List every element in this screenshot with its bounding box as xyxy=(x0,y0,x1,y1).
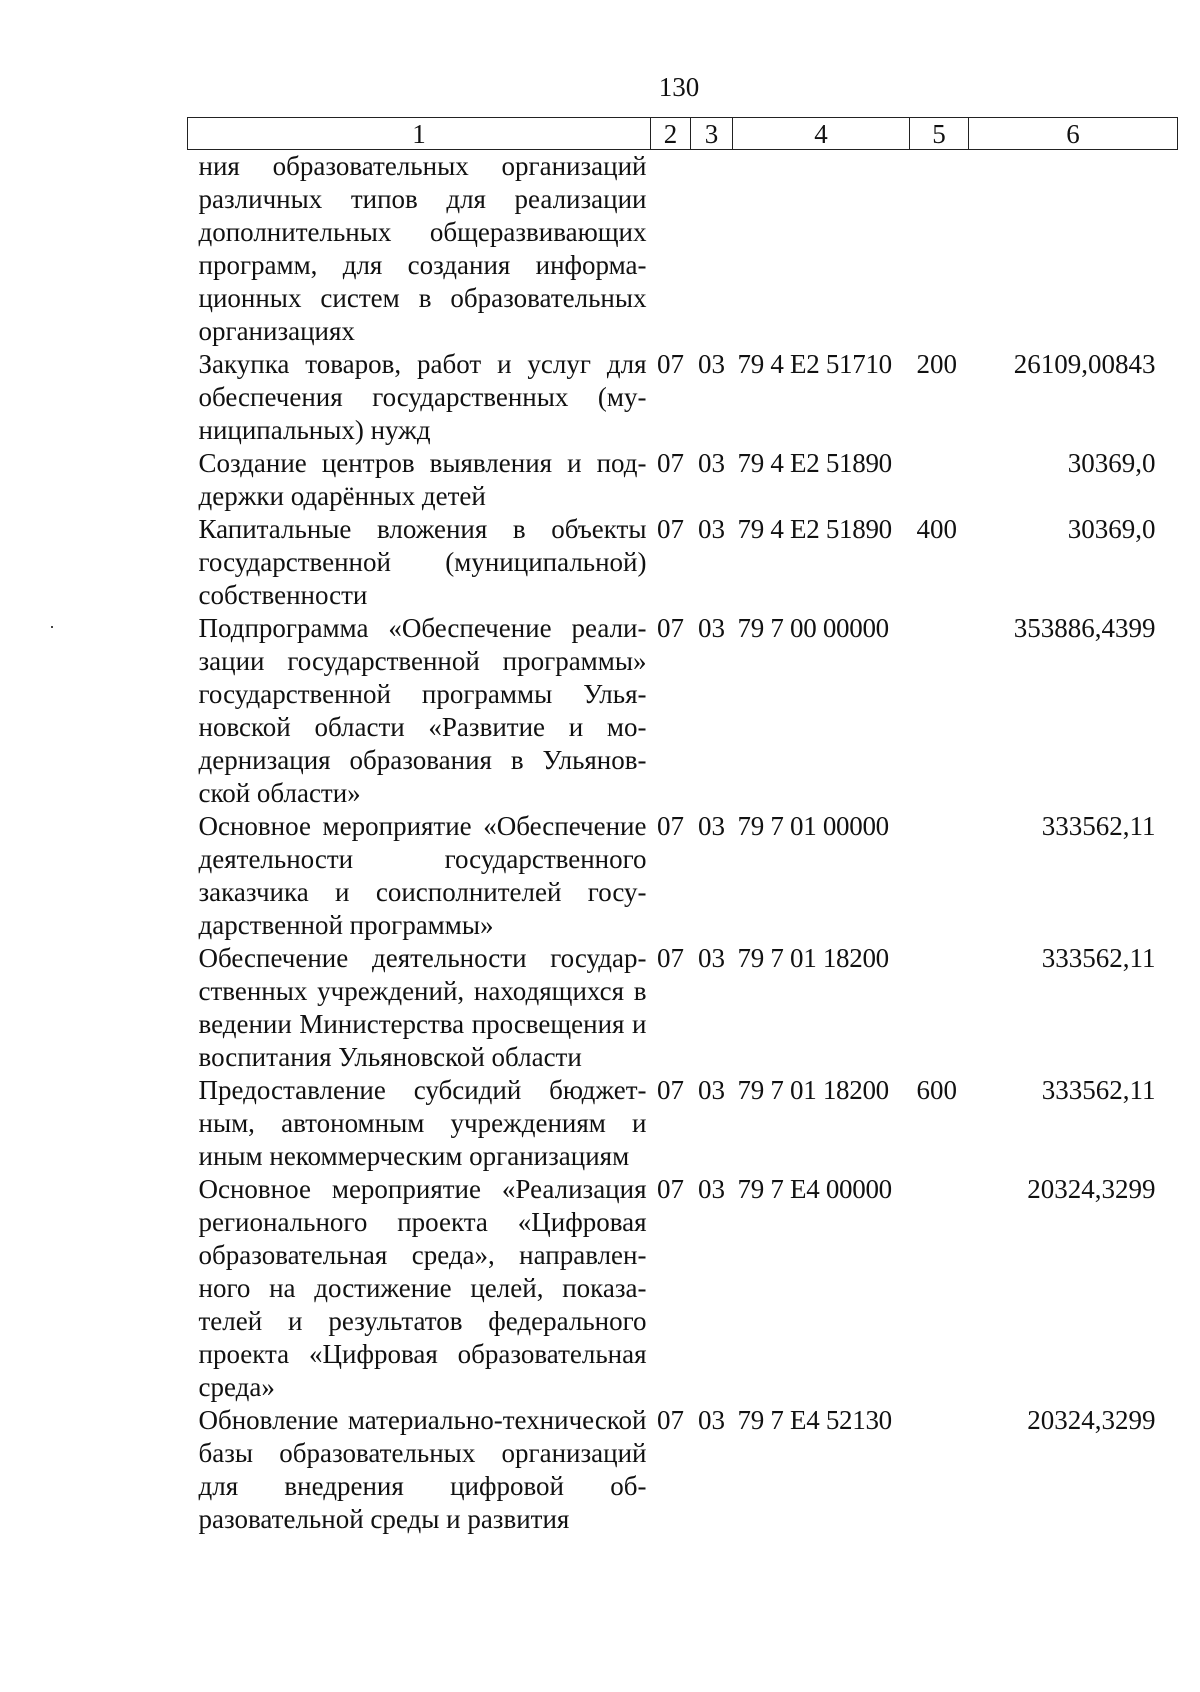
row-name: Создание центров выявления и поддержки одарённых детей xyxy=(198,448,647,511)
table-header xyxy=(188,118,1178,150)
row-subsection: 03 xyxy=(698,811,725,841)
row-subsection: 03 xyxy=(698,1075,725,1105)
row-subsection: 03 xyxy=(698,349,725,379)
row-section: 07 xyxy=(657,514,684,544)
row-amount: 353886,4399 xyxy=(1013,613,1156,643)
header-col-4: 4 xyxy=(733,118,910,150)
header-col-6: 6 xyxy=(969,118,1178,150)
row-name: Закупка товаров, работ и услуг для обеспечения государственных (муниципальных) нужд xyxy=(198,349,647,445)
row-target-article: 79 4 E2 51890 xyxy=(737,514,892,544)
row-amount: 333562,11 xyxy=(1041,943,1156,973)
scan-speck xyxy=(51,626,53,628)
table-row xyxy=(188,1074,1178,1173)
row-section: 07 xyxy=(657,448,684,478)
row-section: 07 xyxy=(657,943,684,973)
row-amount xyxy=(969,150,1178,349)
row-amount: 26109,00843 xyxy=(1013,349,1156,379)
row-section: 07 xyxy=(657,1174,684,1204)
header-col-3: 3 xyxy=(691,118,733,150)
row-section xyxy=(651,150,691,349)
row-target-article: 79 7 00 00000 xyxy=(737,613,889,643)
table-row xyxy=(188,150,1178,349)
table-row xyxy=(188,1404,1178,1536)
row-subsection: 03 xyxy=(698,448,725,478)
row-amount: 30369,0 xyxy=(1067,514,1156,544)
header-col-1: 1 xyxy=(188,118,651,150)
row-name: Капитальные вложения в объекты государственной (муниципальной) собственности xyxy=(198,514,647,610)
row-section: 07 xyxy=(657,613,684,643)
table-row xyxy=(188,1173,1178,1404)
header-col-2: 2 xyxy=(651,118,691,150)
row-section: 07 xyxy=(657,811,684,841)
row-name: Обеспечение деятельности государственных учреждений, находящихся в ведении Министерства просвещения и воспитания Ульяновской области xyxy=(198,943,647,1072)
row-section: 07 xyxy=(657,349,684,379)
row-expense-type xyxy=(910,1173,969,1404)
table-row xyxy=(188,612,1178,810)
row-expense-type xyxy=(910,1404,969,1536)
row-name: Подпрограмма «Обеспечение реализации государственной программы» государственной программы Ульяновской области «Развитие и модернизация образования в Ульяновской области» xyxy=(198,613,647,808)
row-section: 07 xyxy=(657,1075,684,1105)
row-name: ния образовательных организаций различных типов для реализации дополнительных общеразвивающих программ, для создания информационных систем в образовательных организациях xyxy=(198,151,647,346)
row-expense-type: 400 xyxy=(916,514,957,544)
row-target-article: 79 4 E2 51890 xyxy=(737,448,892,478)
row-subsection: 03 xyxy=(698,1405,725,1435)
table-row xyxy=(188,810,1178,942)
table-row xyxy=(188,348,1178,447)
row-amount: 333562,11 xyxy=(1041,811,1156,841)
budget-table xyxy=(187,117,1178,1536)
row-name: Предоставление субсидий бюджетным, автономным учреждениям и иным некоммерческим организациям xyxy=(198,1075,647,1171)
row-name: Основное мероприятие «Обеспечение деятельности государственного заказчика и соисполнителей государственной программы» xyxy=(198,811,647,940)
row-subsection xyxy=(691,150,733,349)
page-number: 130 xyxy=(658,72,700,102)
header-col-5: 5 xyxy=(910,118,969,150)
row-target-article: 79 7 E4 52130 xyxy=(737,1405,892,1435)
row-amount: 30369,0 xyxy=(1067,448,1156,478)
table-row xyxy=(188,447,1178,513)
row-section: 07 xyxy=(657,1405,684,1435)
table-row xyxy=(188,942,1178,1074)
row-name: Основное мероприятие «Реализация регионального проекта «Цифровая образовательная среда», направленного на достижение целей, показателей и результатов федерального проекта «Цифровая образовательная среда» xyxy=(198,1174,647,1402)
row-target-article: 79 7 01 18200 xyxy=(737,943,889,973)
row-expense-type xyxy=(910,447,969,513)
row-subsection: 03 xyxy=(698,613,725,643)
row-expense-type: 600 xyxy=(916,1075,957,1105)
row-target-article: 79 4 E2 51710 xyxy=(737,349,892,379)
row-target-article: 79 7 E4 00000 xyxy=(737,1174,892,1204)
row-name: Обновление материально-технической базы образовательных организаций для внедрения цифровой образовательной среды и развития xyxy=(198,1405,647,1534)
table-body xyxy=(188,150,1178,1537)
row-expense-type xyxy=(910,150,969,349)
row-target-article: 79 7 01 18200 xyxy=(737,1075,889,1105)
row-expense-type: 200 xyxy=(916,349,957,379)
header-row xyxy=(188,118,1178,150)
row-amount: 20324,3299 xyxy=(1027,1405,1156,1435)
row-subsection: 03 xyxy=(698,514,725,544)
row-amount: 333562,11 xyxy=(1041,1075,1156,1105)
row-expense-type xyxy=(910,942,969,1074)
row-amount: 20324,3299 xyxy=(1027,1174,1156,1204)
table-row xyxy=(188,513,1178,612)
row-expense-type xyxy=(910,612,969,810)
row-subsection: 03 xyxy=(698,943,725,973)
row-subsection: 03 xyxy=(698,1174,725,1204)
row-expense-type xyxy=(910,810,969,942)
row-target-article xyxy=(733,150,910,349)
row-target-article: 79 7 01 00000 xyxy=(737,811,889,841)
